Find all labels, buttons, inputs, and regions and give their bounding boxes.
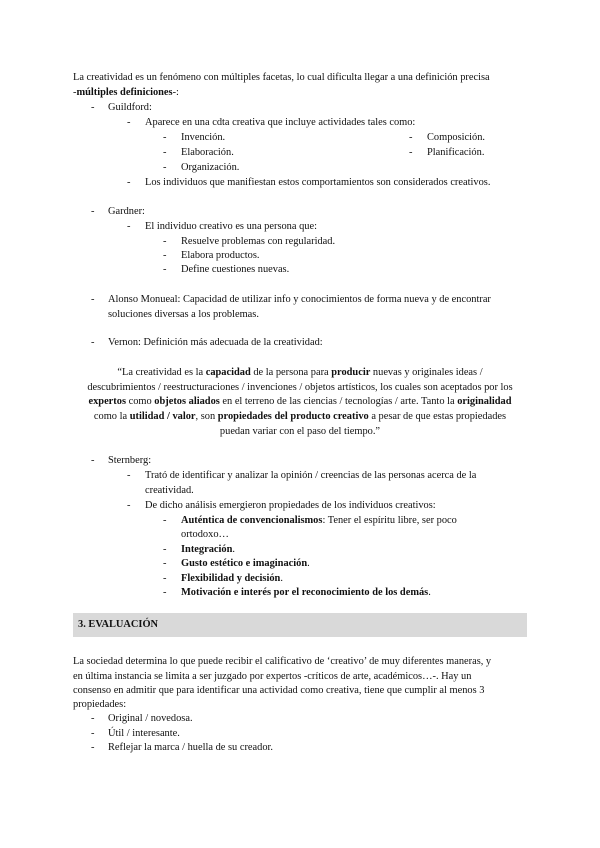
bullet-dash: - — [91, 294, 95, 305]
bullet-dash: - — [163, 132, 167, 143]
sternberg-prop-dot: . — [280, 573, 283, 584]
quote-text: , son — [195, 411, 218, 422]
bullet-dash: - — [127, 470, 131, 481]
intro-line-1: La creatividad es un fenómeno con múltiples facetas, lo cual dificulta llegar a una definición precisa — [73, 72, 490, 83]
sternberg-prop-dot: . — [428, 587, 431, 598]
bullet-dash: - — [91, 742, 95, 753]
sternberg-prop-5 — [181, 586, 431, 601]
quote-text: en el terreno de las ciencias / tecnologías / arte. Tanto la — [219, 396, 458, 407]
guildford-item: Composición. — [427, 132, 486, 143]
guildford-item: Organización. — [181, 162, 240, 173]
sternberg-prop-dot: . — [307, 558, 310, 569]
gardner-sub-1: El individuo creativo es una persona que: — [145, 221, 317, 232]
bullet-dash: - — [127, 221, 131, 232]
quote-bold: utilidad / valor — [129, 411, 196, 422]
quote-line-1 — [73, 366, 527, 381]
sternberg-sub-1-line-2: creatividad. — [145, 485, 194, 496]
sternberg-prop-1 — [181, 514, 527, 529]
bullet-dash: - — [163, 147, 167, 158]
bullet-dash: - — [163, 544, 167, 555]
guildford-title: Guildford: — [108, 102, 152, 113]
sternberg-prop-bold: Flexibilidad y decisión — [181, 573, 281, 584]
quote-text: a pesar de que estas propiedades — [368, 411, 507, 422]
sternberg-sub-1-line-1: Trató de identificar y analizar la opinión / creencias de las personas acerca de la — [145, 470, 477, 481]
bullet-dash: - — [409, 147, 413, 158]
gardner-item: Define cuestiones nuevas. — [181, 264, 290, 275]
bullet-dash: - — [163, 587, 167, 598]
bullet-dash: - — [91, 455, 95, 466]
evaluacion-line-2: en última instancia se limita a ser juzgado por expertos -críticos de arte, académicos…-. Hay un — [73, 671, 472, 682]
evaluacion-item: Original / novedosa. — [108, 713, 193, 724]
gardner-item: Elabora productos. — [181, 250, 260, 261]
intro-bold-term: múltiples definiciones — [76, 87, 173, 98]
intro-dash: - — [73, 87, 77, 98]
guildford-item: Planificación. — [427, 147, 485, 158]
bullet-dash: - — [127, 117, 131, 128]
gardner-title: Gardner: — [108, 206, 145, 217]
quote-text: “La creatividad es la — [117, 367, 206, 378]
sternberg-prop-4 — [181, 572, 283, 587]
quote-bold: capacidad — [205, 367, 251, 378]
evaluacion-item: Reflejar la marca / huella de su creador. — [108, 742, 274, 753]
sternberg-prop-bold: Auténtica de convencionalismos — [181, 515, 323, 526]
quote-line-2: descubrimientos / reestructuraciones / invenciones / objetos artísticos, los cuales son aceptados por los — [87, 382, 513, 393]
section-heading-bar — [73, 613, 527, 637]
sternberg-prop-bold: Motivación e interés por el reconocimiento de los demás — [181, 587, 429, 598]
bullet-dash: - — [163, 558, 167, 569]
evaluacion-line-4: propiedades: — [73, 699, 127, 710]
intro-line-2 — [73, 86, 527, 101]
bullet-dash: - — [127, 177, 131, 188]
quote-bold: expertos — [88, 396, 126, 407]
bullet-dash: - — [163, 515, 167, 526]
bullet-dash: - — [91, 713, 95, 724]
bullet-dash: - — [163, 264, 167, 275]
sternberg-prop-1-line-2: ortodoxo… — [181, 529, 229, 540]
vernon-title: Vernon: Definición más adecuada de la creatividad: — [108, 337, 323, 348]
bullet-dash: - — [163, 250, 167, 261]
evaluacion-line-3: consenso en admitir que para identificar una actividad como creativa, tiene que cumplir al menos 3 — [73, 685, 485, 696]
bullet-dash: - — [91, 728, 95, 739]
sternberg-prop-text: : Tener el espíritu libre, ser poco — [322, 515, 457, 526]
bullet-dash: - — [127, 500, 131, 511]
bullet-dash: - — [91, 206, 95, 217]
quote-bold: objetos aliados — [154, 396, 220, 407]
guildford-item: Invención. — [181, 132, 226, 143]
sternberg-prop-bold: Gusto estético e imaginación — [181, 558, 308, 569]
alonso-line-2: soluciones diversas a los problemas. — [108, 309, 259, 320]
evaluacion-item: Útil / interesante. — [108, 728, 180, 739]
quote-text: como la — [93, 411, 130, 422]
bullet-dash: - — [163, 236, 167, 247]
quote-text: como — [126, 396, 155, 407]
sternberg-sub-2: De dicho análisis emergieron propiedades de los individuos creativos: — [145, 500, 436, 511]
guildford-sub-1: Aparece en una cdta creativa que incluye actividades tales como: — [145, 117, 416, 128]
sternberg-prop-dot: . — [232, 544, 235, 555]
sternberg-title: Sternberg: — [108, 455, 152, 466]
bullet-dash: - — [163, 573, 167, 584]
gardner-item: Resuelve problemas con regularidad. — [181, 236, 336, 247]
quote-text: de la persona para — [250, 367, 332, 378]
quote-bold: originalidad — [457, 396, 512, 407]
intro-colon: -: — [172, 87, 179, 98]
sternberg-prop-3 — [181, 557, 310, 572]
quote-line-4 — [73, 410, 527, 425]
quote-line-5: puedan variar con el paso del tiempo.” — [219, 426, 381, 437]
alonso-line-1: Alonso Monueal: Capacidad de utilizar info y conocimientos de forma nueva y de encontrar — [108, 294, 491, 305]
quote-bold: producir — [331, 367, 371, 378]
section-heading: 3. EVALUACIÓN — [78, 619, 159, 630]
bullet-dash: - — [409, 132, 413, 143]
sternberg-prop-2 — [181, 543, 235, 558]
quote-bold: propiedades del producto creativo — [217, 411, 369, 422]
quote-text: nuevas y originales ideas / — [370, 367, 483, 378]
guildford-item: Elaboración. — [181, 147, 234, 158]
bullet-dash: - — [163, 162, 167, 173]
guildford-sub-2: Los individuos que manifiestan estos comportamientos son considerados creativos. — [145, 177, 491, 188]
quote-line-3 — [73, 395, 527, 410]
evaluacion-line-1: La sociedad determina lo que puede recibir el calificativo de ‘creativo’ de muy diferentes maneras, y — [73, 656, 492, 667]
bullet-dash: - — [91, 102, 95, 113]
sternberg-prop-bold: Integración — [181, 544, 233, 555]
bullet-dash: - — [91, 337, 95, 348]
